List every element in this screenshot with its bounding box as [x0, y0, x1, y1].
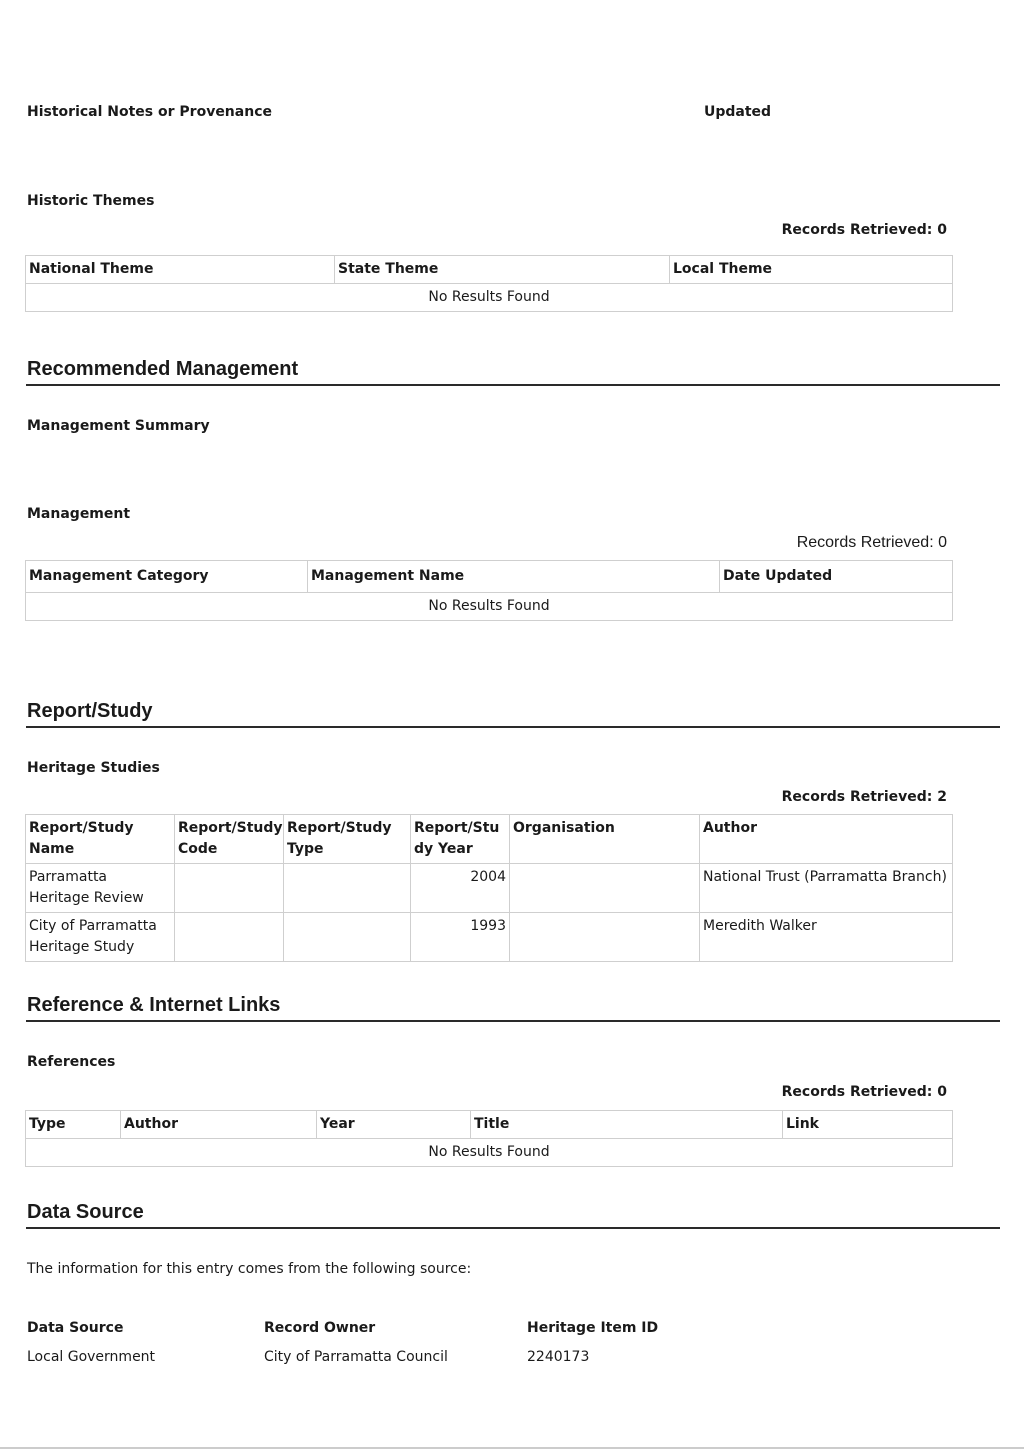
- column-header: Link: [783, 1111, 953, 1139]
- table-row: [26, 864, 953, 913]
- record-owner-label: Record Owner: [264, 1320, 376, 1336]
- table-header-row: [26, 256, 953, 284]
- column-header: Type: [26, 1111, 121, 1139]
- historic-themes-label: Historic Themes: [27, 193, 155, 209]
- column-header: Author: [700, 815, 953, 864]
- no-results: No Results Found: [26, 284, 953, 312]
- heritage-studies-records: Records Retrieved: 2: [781, 789, 947, 805]
- cell-study-year: 2004: [411, 864, 510, 913]
- references-records: Records Retrieved: 0: [781, 1084, 947, 1100]
- table-row: [26, 1139, 953, 1167]
- updated-label: Updated: [704, 104, 772, 120]
- table-header-row: [26, 561, 953, 593]
- cell-study-name: City of Parramatta Heritage Study: [26, 913, 175, 962]
- management-table: [25, 560, 953, 621]
- column-header: Report/Study Year: [411, 815, 510, 864]
- heritage-item-id-label: Heritage Item ID: [527, 1320, 659, 1336]
- management-label: Management: [27, 506, 131, 522]
- no-results: No Results Found: [26, 1139, 953, 1167]
- section-title: Reference & Internet Links: [27, 994, 281, 1016]
- cell-organisation: [510, 913, 700, 962]
- table-header-row: [26, 815, 953, 864]
- section-reference-links: [26, 992, 1000, 1022]
- section-report-study: [26, 698, 1000, 728]
- data-source-intro: The information for this entry comes from the following source:: [27, 1261, 472, 1277]
- column-header: Management Category: [26, 561, 308, 593]
- section-title: Data Source: [27, 1201, 144, 1223]
- cell-study-type: [284, 913, 411, 962]
- historic-themes-table: [25, 255, 953, 312]
- cell-author: National Trust (Parramatta Branch): [700, 864, 953, 913]
- column-header: Year: [317, 1111, 471, 1139]
- historic-themes-records: Records Retrieved: 0: [781, 222, 947, 238]
- column-header: Management Name: [308, 561, 720, 593]
- cell-study-code: [175, 864, 284, 913]
- section-title: Report/Study: [27, 700, 153, 722]
- data-source-value: Local Government: [27, 1349, 156, 1365]
- section-title: Recommended Management: [27, 358, 299, 380]
- historical-notes-label: Historical Notes or Provenance: [27, 104, 272, 120]
- table-row: [26, 593, 953, 621]
- column-header: State Theme: [335, 256, 670, 284]
- cell-study-year: 1993: [411, 913, 510, 962]
- cell-study-type: [284, 864, 411, 913]
- column-header: Report/Study Code: [175, 815, 284, 864]
- column-header: Title: [471, 1111, 783, 1139]
- cell-study-code: [175, 913, 284, 962]
- heritage-item-id-value: 2240173: [527, 1349, 590, 1365]
- cell-author: Meredith Walker: [700, 913, 953, 962]
- references-table: [25, 1110, 953, 1167]
- section-data-source: [26, 1199, 1000, 1229]
- section-recommended-management: [26, 356, 1000, 386]
- references-label: References: [27, 1054, 116, 1070]
- heritage-studies-table: [25, 814, 953, 962]
- table-row: [26, 284, 953, 312]
- column-header: Date Updated: [720, 561, 953, 593]
- table-row: [26, 913, 953, 962]
- record-owner-value: City of Parramatta Council: [264, 1349, 448, 1365]
- cell-organisation: [510, 864, 700, 913]
- column-header: Local Theme: [670, 256, 953, 284]
- management-records: Records Retrieved: 0: [796, 534, 947, 551]
- table-header-row: [26, 1111, 953, 1139]
- heritage-studies-label: Heritage Studies: [27, 760, 160, 776]
- column-header: Report/Study Type: [284, 815, 411, 864]
- management-summary-label: Management Summary: [27, 418, 210, 434]
- column-header: Organisation: [510, 815, 700, 864]
- data-source-label: Data Source: [27, 1320, 124, 1336]
- column-header: National Theme: [26, 256, 335, 284]
- no-results: No Results Found: [26, 593, 953, 621]
- column-header: Report/Study Name: [26, 815, 175, 864]
- column-header: Author: [121, 1111, 317, 1139]
- cell-study-name: Parramatta Heritage Review: [26, 864, 175, 913]
